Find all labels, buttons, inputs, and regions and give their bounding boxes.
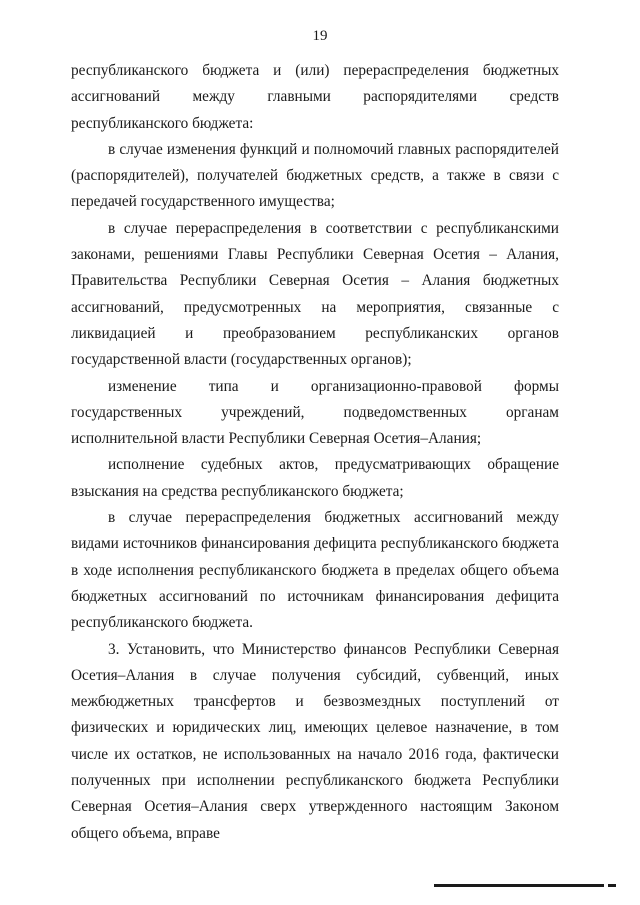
paragraph-court-acts: исполнение судебных актов, предусматривающих обращение взыскания на средства республиканского бюджета; <box>71 456 559 500</box>
page-number: 19 <box>312 28 328 44</box>
paragraph-functions-change: в случае изменения функций и полномочий главных распорядителей (распорядителей), получателей бюджетных средств, а также в связи с передачей государственного имущества; <box>71 140 559 211</box>
paragraph-deficit-sources: в случае перераспределения бюджетных ассигнований между видами источников финансирования дефицита республиканского бюджета в ходе исполнения республиканского бюджета в пределах общего объема бюджетных ассигнований по источникам финансирования дефицита республиканского бюджета. <box>71 509 559 632</box>
document-body <box>71 58 559 847</box>
footer-rule <box>434 884 604 887</box>
paragraph-institution-type-change: изменение типа и организационно-правовой формы государственных учреждений, подведомственных органам исполнительной власти Республики Северная Осетия–Алания; <box>71 377 559 448</box>
paragraph-continuation: республиканского бюджета и (или) перераспределения бюджетных ассигнований между главными распорядителями средств республиканского бюджета: <box>71 62 559 132</box>
paragraph-laws-redistribution: в случае перераспределения в соответствии с республиканскими законами, решениями Главы Республики Северная Осетия – Алания, Правительства Республики Северная Осетия – Алания бюджетных ассигнований, предусмотренных на мероприятия, связанные с ликвидацией и преобразованием республиканских органов государственной власти (государственных органов); <box>71 219 559 369</box>
paragraph-section-3: 3. Установить, что Министерство финансов Республики Северная Осетия–Алания в случае получения субсидий, субвенций, иных межбюджетных трансфертов и безвозмездных поступлений от физических и юридических лиц, имеющих целевое назначение, в том числе их остатков, не использованных на начало 2016 года, фактически полученных при исполнении республиканского бюджета Республики Северная Осетия–Алания сверх утвержденного настоящим Законом общего объема, вправе <box>71 640 559 842</box>
